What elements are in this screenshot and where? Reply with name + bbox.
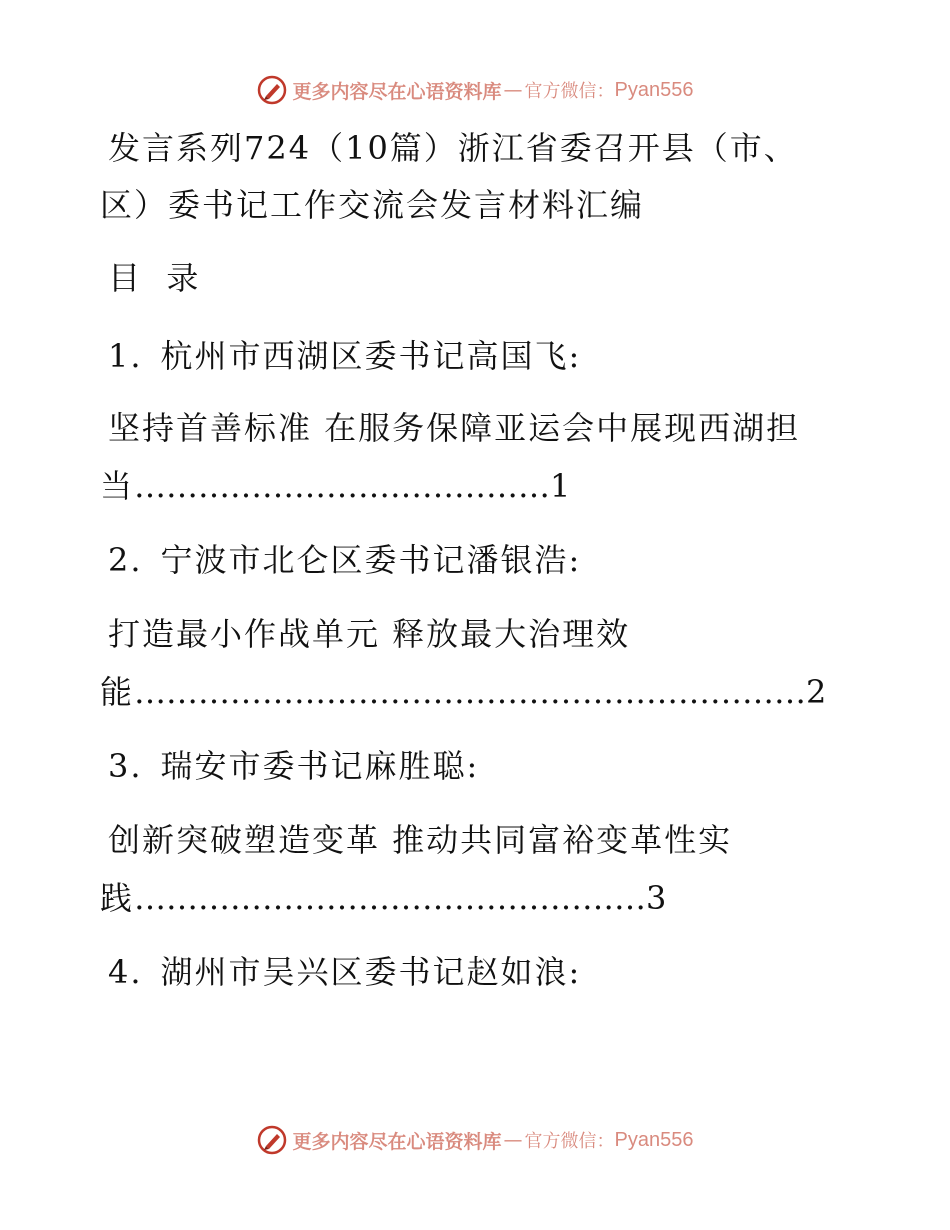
toc-entry-speaker: 湖州市吴兴区委书记赵如浪:	[160, 953, 582, 991]
toc-leader-dots: …………………………………	[134, 467, 551, 505]
toc-entry-title-tail: 践	[100, 879, 135, 917]
watermark-wechat-id: Pyan556	[614, 1128, 694, 1151]
toc-entry-title-tail: 能	[100, 673, 135, 711]
toc-page-number: 3	[646, 879, 669, 917]
header-watermark	[0, 70, 950, 110]
toc-entry-number: 4.	[108, 953, 143, 991]
toc-entry-3-title-end	[100, 878, 880, 918]
toc-entry-3-title: 创新突破塑造变革 推动共同富裕变革性实	[108, 821, 733, 859]
watermark-text: 更多内容尽在心语资料库	[292, 80, 502, 103]
toc-entry-3-speaker	[108, 746, 888, 786]
watermark-wechat-label: 官方微信：	[524, 81, 615, 102]
toc-entry-number: 1.	[108, 337, 143, 375]
toc-entry-2-speaker	[108, 540, 888, 580]
toc-entry-1-title: 坚持首善标准 在服务保障亚运会中展现西湖担	[108, 409, 801, 447]
watermark-dash: —	[503, 79, 523, 101]
footer-watermark	[0, 1120, 950, 1160]
toc-entry-1-title-end	[100, 466, 880, 506]
watermark-dash: —	[503, 1129, 523, 1151]
watermark-wechat-id: Pyan556	[614, 78, 694, 101]
toc-entry-4-speaker	[108, 952, 888, 992]
toc-entry-number: 3.	[108, 747, 143, 785]
toc-entry-2-title: 打造最小作战单元 释放最大治理效	[108, 615, 631, 653]
toc-entry-1-speaker	[108, 336, 888, 376]
toc-entry-number: 2.	[108, 541, 143, 579]
toc-entry-title-tail: 当	[100, 467, 135, 505]
document-title-line2: 区）委书记工作交流会发言材料汇编	[100, 186, 645, 224]
toc-heading: 目 录	[108, 259, 201, 297]
pen-logo-icon	[257, 75, 287, 105]
watermark-wechat-label: 官方微信：	[524, 1131, 615, 1152]
toc-page-number: 2	[806, 673, 829, 711]
toc-leader-dots: …………………………………………	[134, 879, 647, 917]
toc-entry-2-title-end	[100, 672, 880, 712]
toc-leader-dots: ………………………………………………………	[134, 673, 807, 711]
document-title-line1: 发言系列724（10篇）浙江省委召开县（市、	[108, 129, 798, 167]
watermark-text: 更多内容尽在心语资料库	[292, 1130, 502, 1153]
toc-entry-speaker: 瑞安市委书记麻胜聪:	[160, 747, 480, 785]
toc-entry-speaker: 宁波市北仑区委书记潘银浩:	[160, 541, 582, 579]
toc-page-number: 1	[550, 467, 573, 505]
toc-entry-speaker: 杭州市西湖区委书记高国飞:	[160, 337, 582, 375]
pen-logo-icon	[257, 1125, 287, 1155]
